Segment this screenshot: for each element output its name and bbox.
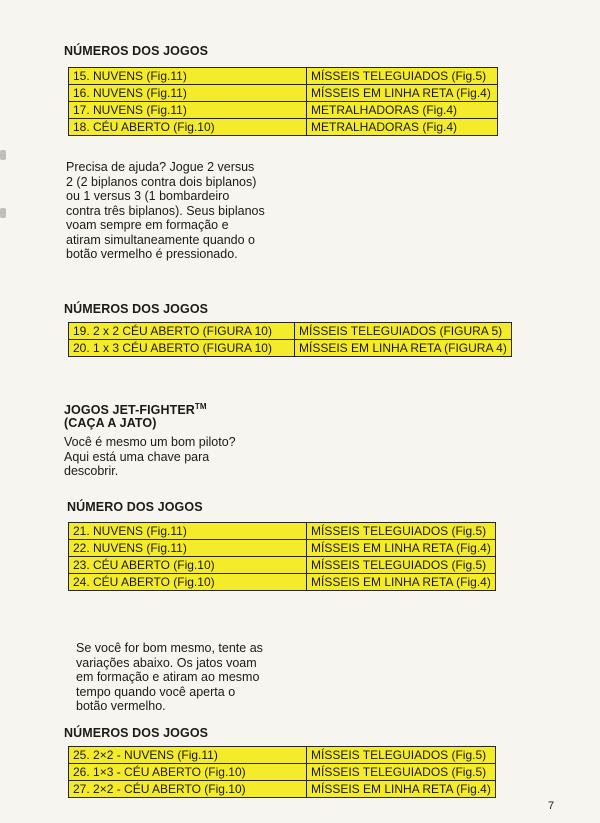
game-setting-cell: 20. 1 x 3 CÉU ABERTO (FIGURA 10) — [69, 340, 295, 357]
paragraph-line: atiram simultaneamente quando o — [66, 232, 256, 247]
variation-paragraph — [76, 641, 263, 714]
weapon-cell: MÍSSEIS EM LINHA RETA (FIGURA 4) — [295, 340, 512, 357]
paragraph-line: contra três biplanos). Seus biplanos — [66, 203, 265, 218]
weapon-cell: MÍSSEIS TELEGUIADOS (Fig.5) — [307, 557, 496, 574]
table-row — [69, 68, 498, 85]
game-setting-cell: 23. CÉU ABERTO (Fig.10) — [69, 557, 307, 574]
section-heading: NÚMEROS DOS JOGOS — [64, 726, 209, 740]
table-row — [69, 119, 498, 136]
paragraph-line: Aqui está uma chave para — [64, 449, 210, 464]
game-setting-cell: 25. 2×2 - NUVENS (Fig.11) — [69, 747, 307, 764]
jet-fighter-heading — [64, 400, 207, 417]
weapon-cell: MÍSSEIS EM LINHA RETA (Fig.4) — [307, 540, 496, 557]
table-row — [69, 557, 496, 574]
weapon-cell: METRALHADORAS (Fig.4) — [307, 102, 498, 119]
game-setting-cell: 19. 2 x 2 CÉU ABERTO (FIGURA 10) — [69, 323, 295, 340]
weapon-cell: METRALHADORAS (Fig.4) — [307, 119, 498, 136]
game-setting-cell: 24. CÉU ABERTO (Fig.10) — [69, 574, 307, 591]
jet-paragraph — [64, 435, 236, 479]
weapon-cell: MÍSSEIS EM LINHA RETA (Fig.4) — [307, 85, 498, 102]
table-row — [69, 323, 512, 340]
table-row — [69, 85, 498, 102]
paragraph-line: Você é mesmo um bom piloto? — [64, 435, 236, 449]
paragraph-line: em formação e atiram ao mesmo — [76, 670, 260, 684]
game-setting-cell: 18. CÉU ABERTO (Fig.10) — [69, 119, 307, 136]
paragraph-line: variações abaixo. Os jatos voam — [76, 655, 257, 670]
game-table — [68, 522, 496, 591]
game-table — [68, 67, 498, 136]
paragraph-line: descobrir. — [64, 464, 119, 478]
weapon-cell: MÍSSEIS TELEGUIADOS (Fig.5) — [307, 747, 496, 764]
section-heading: NÚMEROS DOS JOGOS — [64, 44, 209, 58]
weapon-cell: MÍSSEIS TELEGUIADOS (Fig.5) — [307, 523, 496, 540]
paper-edge-mark — [0, 150, 6, 160]
paragraph-line: tempo quando você aperta o — [76, 684, 236, 699]
table-row — [69, 747, 496, 764]
weapon-cell: MÍSSEIS TELEGUIADOS (Fig.5) — [307, 68, 498, 85]
help-paragraph — [66, 160, 265, 262]
paragraph-line: Precisa de ajuda? Jogue 2 versus — [66, 160, 255, 174]
game-setting-cell: 27. 2×2 - CÉU ABERTO (Fig.10) — [69, 781, 307, 798]
table-row — [69, 764, 496, 781]
paragraph-line: voam sempre em formação e — [66, 218, 229, 232]
paragraph-line: botão vermelho é pressionado. — [66, 247, 238, 261]
game-table — [68, 322, 512, 357]
table-row — [69, 781, 496, 798]
section-heading: NÚMEROS DOS JOGOS — [64, 302, 209, 316]
table-row — [69, 102, 498, 119]
jet-heading-title: JOGOS JET-FIGHTER — [64, 403, 195, 418]
game-setting-cell: 15. NUVENS (Fig.11) — [69, 68, 307, 85]
paragraph-line: botão vermelho. — [76, 699, 166, 713]
page-number: 7 — [548, 800, 555, 812]
trademark-mark: TM — [194, 402, 207, 411]
game-setting-cell: 21. NUVENS (Fig.11) — [69, 523, 307, 540]
game-setting-cell: 26. 1×3 - CÉU ABERTO (Fig.10) — [69, 764, 307, 781]
paragraph-line: 2 (2 biplanos contra dois biplanos) — [66, 174, 257, 189]
game-setting-cell: 17. NUVENS (Fig.11) — [69, 102, 307, 119]
section-heading: NÚMERO DOS JOGOS — [67, 500, 203, 514]
paper-edge-mark — [0, 208, 6, 218]
weapon-cell: MÍSSEIS TELEGUIADOS (FIGURA 5) — [295, 323, 512, 340]
table-row — [69, 523, 496, 540]
table-row — [69, 574, 496, 591]
game-table — [68, 746, 496, 798]
game-setting-cell: 22. NUVENS (Fig.11) — [69, 540, 307, 557]
paragraph-line: Se você for bom mesmo, tente as — [76, 641, 263, 655]
table-row — [69, 540, 496, 557]
jet-fighter-subheading: (CAÇA A JATO) — [64, 416, 157, 430]
weapon-cell: MÍSSEIS TELEGUIADOS (Fig.5) — [307, 764, 496, 781]
paragraph-line: ou 1 versus 3 (1 bombardeiro — [66, 189, 230, 203]
weapon-cell: MÍSSEIS EM LINHA RETA (Fig.4) — [307, 574, 496, 591]
table-row — [69, 340, 512, 357]
game-setting-cell: 16. NUVENS (Fig.11) — [69, 85, 307, 102]
weapon-cell: MÍSSEIS EM LINHA RETA (Fig.4) — [307, 781, 496, 798]
